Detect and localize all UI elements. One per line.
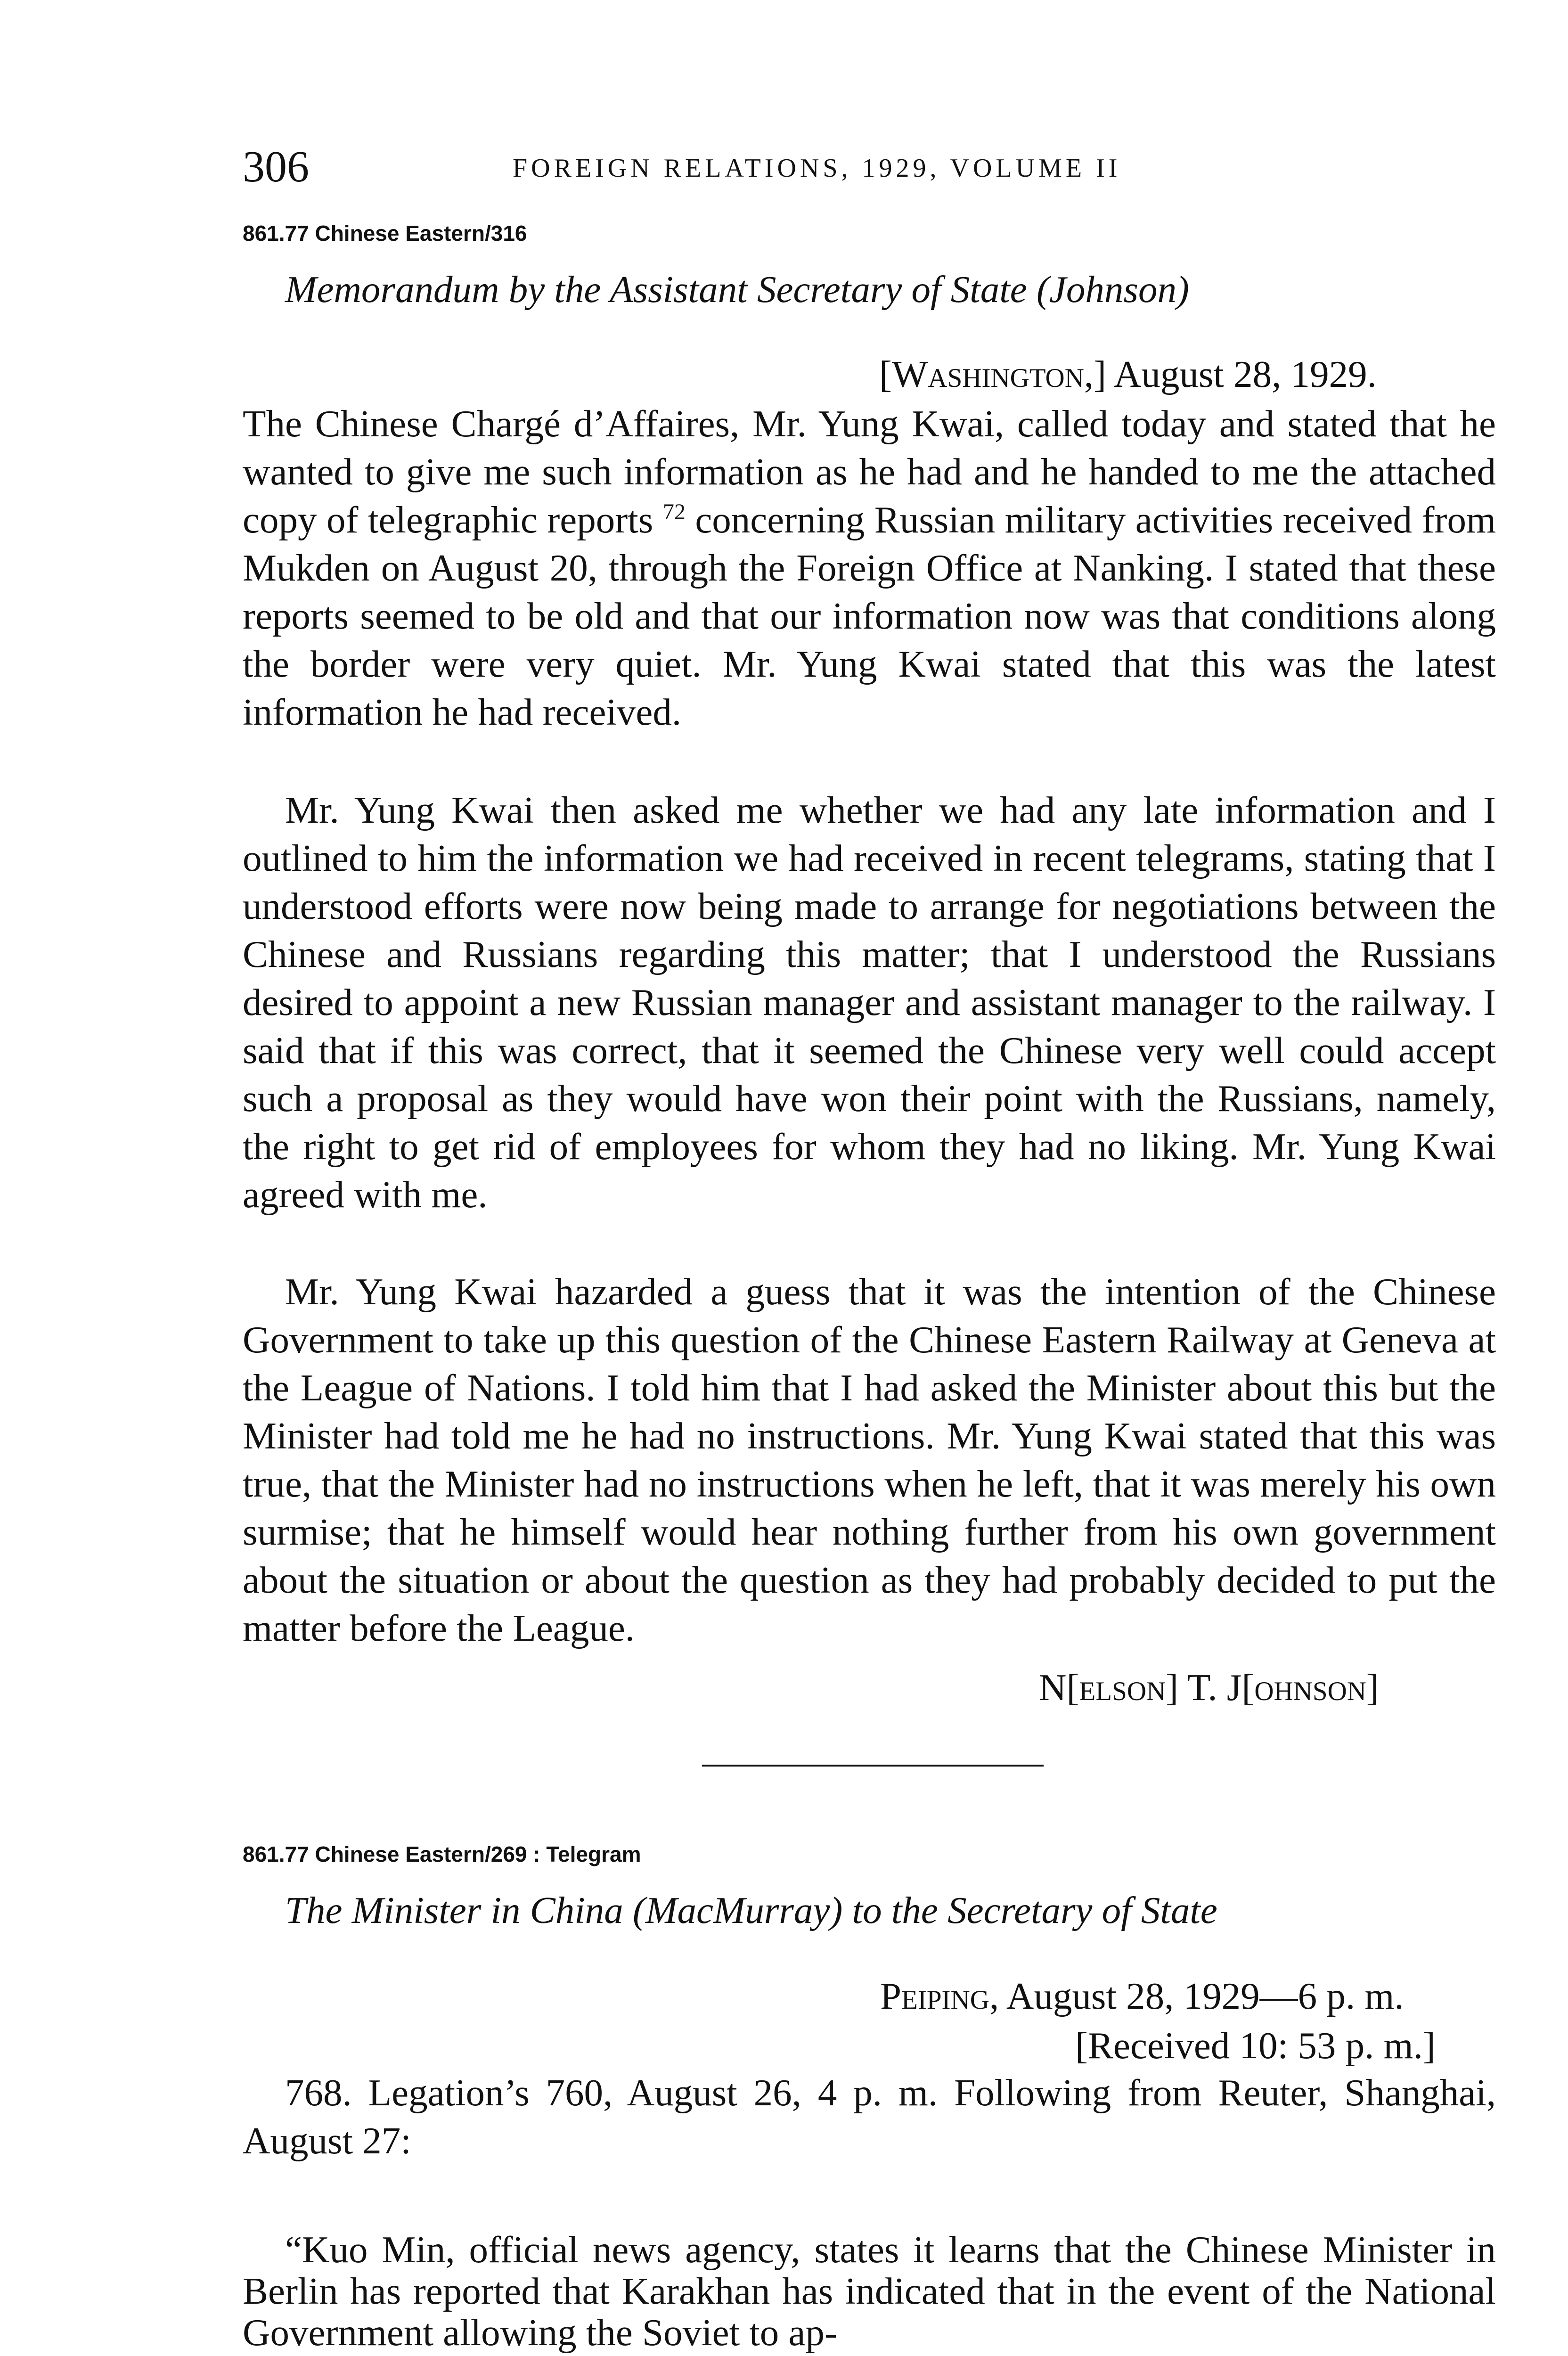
page-number: 306 [243, 142, 309, 191]
date-place: Peiping [880, 1975, 989, 2017]
telegram-received: [Received 10: 53 p. m.] [1075, 2024, 1436, 2067]
telegram-paragraph-1: 768. Legation’s 760, August 26, 4 p. m. Following from Reuter, Shanghai, August 27: [243, 2071, 1496, 2162]
running-title: FOREIGN RELATIONS, 1929, VOLUME II [513, 154, 1121, 183]
memo-file-reference: 861.77 Chinese Eastern/316 [243, 221, 527, 245]
memo-paragraph-3: Mr. Yung Kwai hazarded a guess that it was the intention of the Chinese Government to take up this question of the Chinese Eastern Railway at Geneva at the League of Nations. I told him that I had asked the Minister about this but the Minister had told me he had no instructions. Mr. Yung Kwai stated that this was true, that the Minister had no instructions when he left, that it was merely his own surmise; that he himself would hear nothing further from his own government about the situation or about the question as they had probably decided to put the matter before the League. [243, 1270, 1496, 1649]
signature-part: N[ [1039, 1666, 1079, 1709]
date-text: ,] August 28, 1929. [1084, 353, 1377, 395]
signature-part: ] T. J[ [1166, 1666, 1255, 1709]
memo-dateline [879, 352, 1377, 396]
signature-part: ] [1366, 1666, 1379, 1709]
memo-paragraph-2: Mr. Yung Kwai then asked me whether we had any late information and I outlined to him the information we had received in recent telegrams, stating that I understood efforts were now being made to arrange for negotiations between the Chinese and Russians regarding this matter; that I understood the Russians desired to appoint a new Russian manager and assistant manager to the railway. I said that if this was correct, that it seemed the Chinese very well could accept such a proposal as they would have won their point with the Russians, namely, the right to get rid of employees for whom they had no liking. Mr. Yung Kwai agreed with me. [243, 789, 1496, 1216]
telegram-title: The Minister in China (MacMurray) to the Secretary of State [285, 1889, 1217, 1931]
date-bracket-open: [ [879, 353, 892, 395]
telegram-quote: “Kuo Min, official news agency, states it learns that the Chinese Minister in Berlin has reported that Karakhan has indicated that in the event of the National Government allowing the Soviet to ap- [243, 2228, 1496, 2354]
date-text: , August 28, 1929—6 p. m. [989, 1975, 1404, 2017]
memo-paragraph-1-text-a: The Chinese Chargé d’Affaires, Mr. Yung Kwai, called today and stated that he wanted to give me such information as he had and he handed to me the attached copy of telegraphic reports [243, 402, 1496, 541]
signature-part: ohnson [1254, 1666, 1366, 1709]
telegram-dateline [880, 1974, 1404, 2018]
signature-part: elson [1079, 1666, 1166, 1709]
memo-title: Memorandum by the Assistant Secretary of State (Johnson) [285, 268, 1189, 311]
telegram-file-reference: 861.77 Chinese Eastern/269 : Telegram [243, 1842, 641, 1866]
footnote-reference: 72 [662, 499, 686, 524]
memo-paragraph-1 [243, 400, 1496, 736]
date-place: Washington [891, 353, 1084, 395]
section-divider [702, 1765, 1044, 1767]
memo-paragraph-1-text-b: concerning Russian military activities received from Mukden on August 20, through the Foreign Office at Nanking. I stated that these reports seemed to be old and that our information now was that conditions along the border were very quiet. Mr. Yung Kwai stated that this was the latest information he had received. [243, 499, 1496, 733]
signature [1039, 1666, 1379, 1710]
